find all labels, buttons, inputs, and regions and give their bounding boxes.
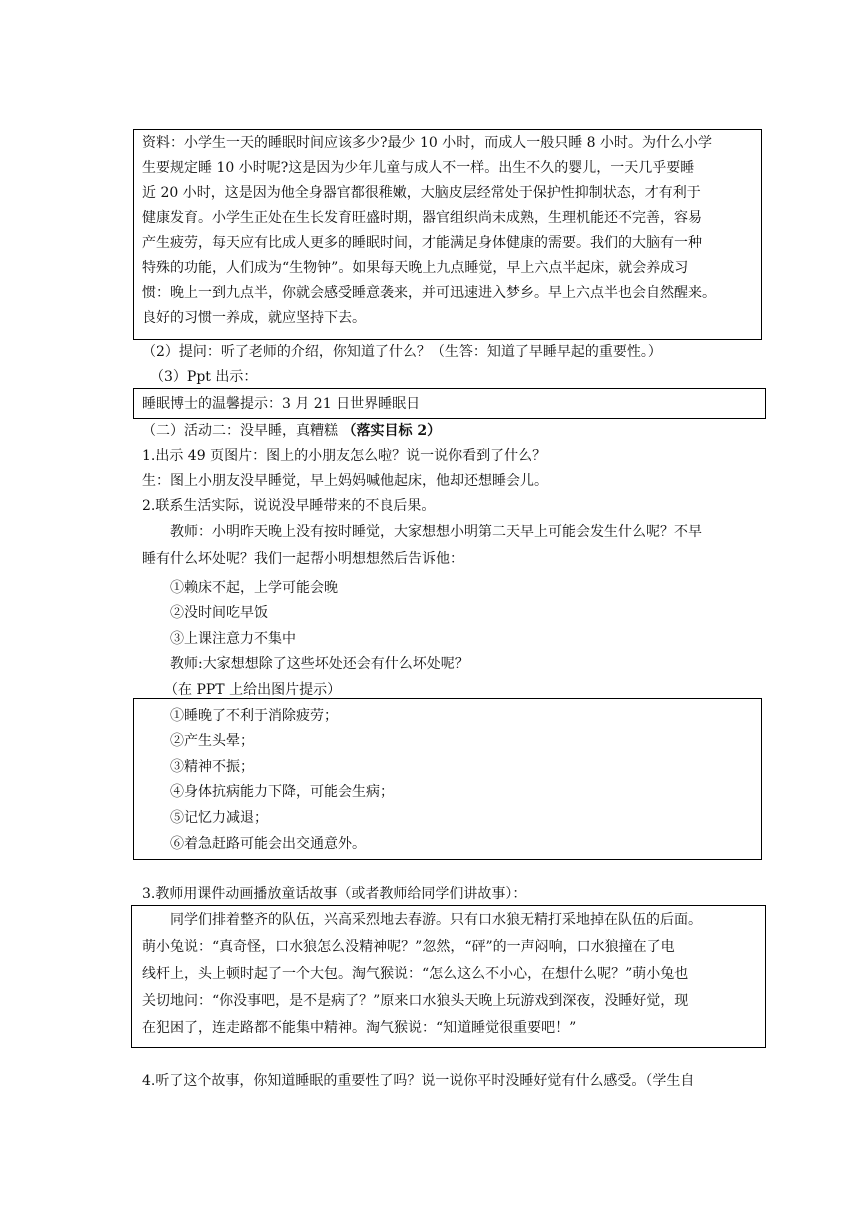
story-line: 关切地问：“你没事吧，是不是病了？”原来口水狼头天晚上玩游戏到深夜，没睡好觉，现 [142, 993, 689, 1009]
consequence-item: ③上课注意力不集中 [170, 631, 296, 647]
harm-item: ①睡晚了不利于消除疲劳； [170, 708, 338, 724]
reference-line: 惯：晚上一到九点半，你就会感受睡意袭来，并可迅速进入梦乡。早上六点半也会自然醒来。 [142, 285, 716, 301]
item-1: 1.出示 49 页图片：图上的小朋友怎么啦？说一说你看到了什么？ [142, 448, 547, 464]
reference-line: 良好的习惯一养成，就应坚持下去。 [142, 310, 366, 326]
harm-item: ②产生头晕； [170, 733, 254, 749]
teacher-question: 教师:大家想想除了这些坏处还会有什么坏处呢？ [170, 656, 469, 672]
teacher-line: 教师：小明昨天晚上没有按时睡觉，大家想想小明第二天早上可能会发生什么呢？不早 [170, 524, 702, 540]
consequence-item: ①赖床不起，上学可能会晚 [170, 580, 338, 596]
question-text: （2）提问：听了老师的介绍，你知道了什么？（生答：知道了早睡早起的重要性。） [142, 344, 662, 360]
consequence-item: ②没时间吃早饭 [170, 605, 268, 621]
reference-line: 资料：小学生一天的睡眠时间应该多少?最少 10 小时，而成人一般只睡 8 小时。为什么小学 [142, 135, 713, 151]
activity2-target: （落实目标 2） [342, 423, 442, 439]
ppt-heading: （3）Ppt 出示： [150, 369, 258, 385]
reference-line: 生要规定睡 10 小时呢?这是因为少年儿童与成人不一样。出生不久的婴儿，一天几乎要睡 [142, 160, 695, 176]
reference-line: 健康发育。小学生正处在生长发育旺盛时期，器官组织尚未成熟，生理机能还不完善，容易 [142, 210, 702, 226]
activity2-heading [142, 421, 441, 441]
harm-item: ⑤记忆力减退； [170, 810, 268, 826]
teacher-line: 睡有什么坏处呢？我们一起帮小明想想然后告诉他： [142, 551, 464, 567]
story-line: 在犯困了，连走路都不能集中精神。淘气猴说：“知道睡觉很重要吧！” [142, 1020, 577, 1036]
activity2-title: （二）活动二：没早睡，真糟糕 [142, 423, 343, 439]
story-line: 同学们排着整齐的队伍，兴高采烈地去春游。只有口水狼无精打采地掉在队伍的后面。 [170, 912, 702, 928]
harm-item: ③精神不振； [170, 759, 254, 775]
harm-item: ④身体抗病能力下降，可能会生病； [170, 784, 394, 800]
item-4: 4.听了这个故事，你知道睡眠的重要性了吗？说一说你平时没睡好觉有什么感受。（学生自 [142, 1073, 695, 1089]
ppt-hint: （在 PPT 上给出图片提示） [164, 682, 342, 698]
reference-line: 近 20 小时，这是因为他全身器官都很稚嫩，大脑皮层经常处于保护性抑制状态，才有利于 [142, 185, 701, 201]
student-answer: 生：图上小朋友没早睡觉，早上妈妈喊他起床，他却还想睡会儿。 [142, 473, 548, 489]
sleep-tip-text: 睡眠博士的温馨提示：3 月 21 日世界睡眠日 [142, 396, 421, 412]
harm-item: ⑥着急赶路可能会出交通意外。 [170, 836, 366, 852]
story-line: 线杆上，头上顿时起了一个大包。淘气猴说：“怎么这么不小心，在想什么呢？”萌小兔也 [142, 966, 689, 982]
item-2: 2.联系生活实际，说说没早睡带来的不良后果。 [142, 498, 436, 514]
story-line: 萌小兔说：“真奇怪，口水狼怎么没精神呢？”忽然，“砰”的一声闷响，口水狼撞在了电 [142, 939, 675, 955]
item-3: 3.教师用课件动画播放童话故事（或者教师给同学们讲故事）： [142, 886, 527, 902]
reference-line: 特殊的功能，人们成为“生物钟”。如果每天晚上九点睡觉，早上六点半起床，就会养成习 [142, 260, 689, 276]
reference-line: 产生疲劳，每天应有比成人更多的睡眠时间，才能满足身体健康的需要。我们的大脑有一种 [142, 235, 702, 251]
